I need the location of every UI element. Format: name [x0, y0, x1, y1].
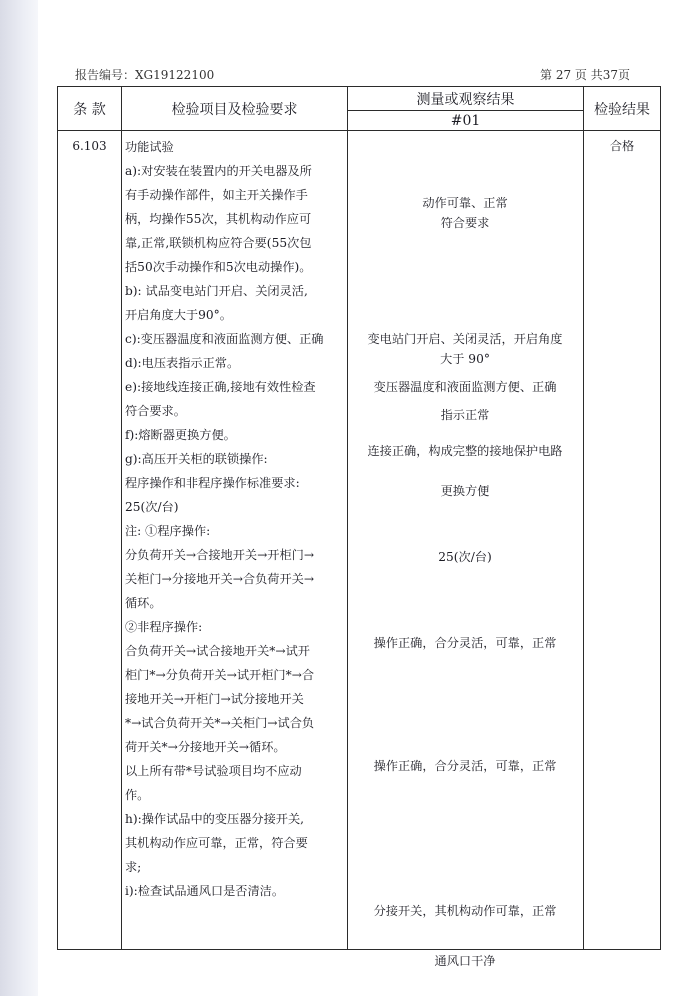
header-result: 测量或观察结果	[348, 87, 584, 111]
result-f: 更换方便	[440, 484, 490, 498]
result-b	[348, 329, 582, 369]
requirement-line: 其机构动作应可靠，正常，符合要	[125, 836, 308, 850]
result-c: 变压器温度和液面监测方便、正确	[373, 380, 557, 394]
header-clause: 条 款	[58, 87, 122, 131]
requirement-line: g):高压开关柜的联锁操作:	[125, 452, 268, 466]
requirement-line: 括50次手动操作和5次电动操作)。	[125, 260, 312, 274]
result-i: 通风口干净	[434, 954, 496, 968]
result-e: 连接正确，构成完整的接地保护电路	[367, 444, 563, 458]
report-number-label: 报告编号：	[75, 68, 136, 82]
report-number-value: XG19122100	[135, 68, 215, 82]
requirement-line: *→试合负荷开关*→关柜门→试合负	[125, 716, 315, 730]
page-info: 第 27 页 共37页	[540, 68, 630, 82]
result-h: 分接开关，其机构动作可靠，正常	[373, 904, 557, 918]
result-a-line1: 动作可靠、正常	[422, 196, 508, 210]
table-header-row	[58, 87, 661, 111]
result-g-nonprogram: 操作正确，合分灵活，可靠，正常	[373, 759, 557, 773]
requirement-line: 开启角度大于90°。	[125, 308, 232, 322]
clause-number: 6.103	[58, 131, 122, 950]
result-g-program: 操作正确，合分灵活，可靠，正常	[373, 636, 557, 650]
verdict-pass: 合格	[584, 131, 661, 950]
result-b-line2: 大于 90°	[440, 352, 490, 366]
binding-spine	[0, 0, 40, 996]
header-verdict: 检验结果	[584, 87, 661, 131]
requirement-line: 合负荷开关→试合接地开关*→试开	[125, 644, 310, 658]
requirement-line: 以上所有带*号试验项目均不应动	[125, 764, 302, 778]
requirement-line: 接地开关→开柜门→试分接地开关	[125, 692, 304, 706]
header-sample: #01	[348, 111, 584, 131]
requirement-line: 25(次/台)	[125, 500, 179, 514]
requirement-line: 荷开关*→分接地开关→循环。	[125, 740, 286, 754]
table-row	[58, 131, 661, 950]
requirement-line: 符合要求。	[125, 404, 186, 418]
report-number	[75, 66, 214, 83]
requirement-line: f):熔断器更换方便。	[125, 428, 236, 442]
requirement-line: 靠,正常,联锁机构应符合要(55次包	[125, 236, 312, 250]
header-item: 检验项目及检验要求	[122, 87, 348, 131]
requirement-line: 柜门*→分负荷开关→试开柜门*→合	[125, 668, 315, 682]
requirement-line: b): 试品变电站门开启、关闭灵活,	[125, 284, 308, 298]
requirement-line: 循环。	[125, 596, 162, 610]
requirement-line: c):变压器温度和液面监测方便、正确	[125, 332, 324, 346]
requirement-line: 有手动操作部件，如主开关操作手	[125, 188, 308, 202]
result-a	[348, 193, 582, 233]
requirement-line: h):操作试品中的变压器分接开关,	[125, 812, 305, 826]
requirement-line: i):检查试品通风口是否清洁。	[125, 884, 285, 898]
requirement-line: e):接地线连接正确,接地有效性检查	[125, 380, 316, 394]
requirement-line: a):对安装在装置内的开关电器及所	[125, 164, 312, 178]
requirements-cell	[122, 131, 348, 950]
requirement-line: 分负荷开关→合接地开关→开柜门→	[125, 548, 315, 562]
result-a-line2: 符合要求	[440, 216, 490, 230]
requirement-line: 功能试验	[125, 140, 174, 154]
result-b-line1: 变电站门开启、关闭灵活，开启角度	[367, 332, 563, 346]
requirement-line: ②非程序操作:	[125, 620, 203, 634]
results-cell	[348, 131, 584, 968]
result-g-count: 25(次/台)	[438, 550, 492, 564]
requirement-line: d):电压表指示正常。	[125, 356, 240, 370]
requirement-line: 程序操作和非程序操作标准要求:	[125, 476, 300, 490]
requirement-line: 作。	[125, 788, 150, 802]
requirement-line: 关柜门→分接地开关→合负荷开关→	[125, 572, 315, 586]
result-d: 指示正常	[440, 408, 490, 422]
inspection-table	[57, 86, 661, 968]
requirement-line: 求;	[125, 860, 142, 874]
requirement-line: 柄，均操作55次，其机构动作应可	[125, 212, 312, 226]
requirement-line: 注: ①程序操作:	[125, 524, 211, 538]
